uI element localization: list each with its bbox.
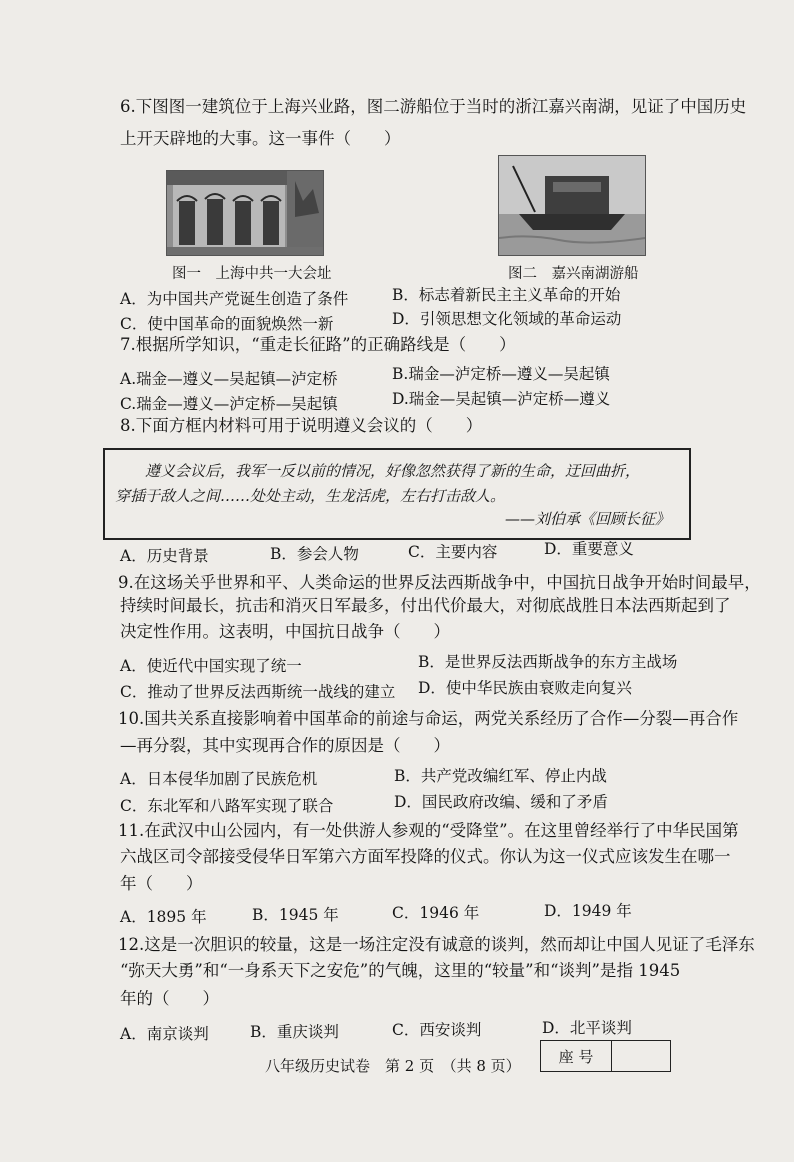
question-12-line-3: 年的（ ） — [120, 989, 219, 1008]
question-10-option-d: D．国民政府改编、缓和了矛盾 — [394, 793, 608, 811]
figure-2-photo — [498, 155, 646, 256]
question-7-option-b: B.瑞金—泸定桥—遵义—吴起镇 — [392, 365, 610, 383]
question-8-option-b: B．参会人物 — [270, 545, 359, 563]
question-6-option-d: D．引领思想文化领域的革命运动 — [392, 310, 622, 328]
question-9-line-1: 9.在这场关乎世界和平、人类命运的世界反法西斯战争中，中国抗日战争开始时间最早， — [118, 573, 761, 592]
jiaxing-boat-image — [499, 156, 645, 255]
question-10-option-c: C．东北军和八路军实现了联合 — [120, 797, 334, 815]
seat-number-box — [540, 1040, 671, 1072]
question-11-option-c: C．1946 年 — [392, 904, 480, 922]
question-10-option-a: A．日本侵华加剧了民族危机 — [120, 770, 318, 788]
question-10-line-2: —再分裂，其中实现再合作的原因是（ ） — [120, 736, 450, 755]
question-9-option-a: A．使近代中国实现了统一 — [120, 657, 302, 675]
figure-1-photo — [166, 170, 324, 256]
question-12-option-b: B．重庆谈判 — [250, 1023, 339, 1041]
shanghai-building-image — [167, 171, 323, 255]
question-8-option-d: D．重要意义 — [544, 540, 634, 558]
question-11-option-d: D．1949 年 — [544, 902, 632, 920]
question-12-option-d: D．北平谈判 — [542, 1019, 632, 1037]
question-6-option-c: C．使中国革命的面貌焕然一新 — [120, 315, 334, 333]
question-6-option-b: B．标志着新民主主义革命的开始 — [392, 286, 621, 304]
question-8-line-1: 8.下面方框内材料可用于说明遵义会议的（ ） — [120, 416, 483, 435]
question-12-option-a: A．南京谈判 — [120, 1025, 209, 1043]
question-9-line-3: 决定性作用。这表明，中国抗日战争（ ） — [120, 622, 450, 641]
question-7-option-d: D.瑞金—吴起镇—泸定桥—遵义 — [392, 390, 611, 408]
page-footer: 八年级历史试卷 第 2 页 （共 8 页） — [265, 1057, 521, 1075]
quote-source: ——刘伯承《回顾长征》 — [505, 510, 671, 528]
question-9-option-c: C．推动了世界反法西斯统一战线的建立 — [120, 683, 396, 701]
question-9-option-d: D．使中华民族由衰败走向复兴 — [418, 679, 632, 697]
question-9-option-b: B．是世界反法西斯战争的东方主战场 — [418, 653, 678, 671]
question-7-option-c: C.瑞金—遵义—泸定桥—吴起镇 — [120, 395, 338, 413]
question-6-line-1: 6.下图图一建筑位于上海兴业路，图二游船位于当时的浙江嘉兴南湖，见证了中国历史 — [120, 97, 747, 116]
figure-1-caption: 图一 上海中共一大会址 — [172, 266, 332, 282]
question-8-option-c: C．主要内容 — [408, 543, 498, 561]
question-6-option-a: A．为中国共产党诞生创造了条件 — [120, 290, 349, 308]
quote-line-1: 遵义会议后，我军一反以前的情况，好像忽然获得了新的生命，迂回曲折， — [145, 462, 641, 480]
question-12-line-2: “弥天大勇”和“一身系天下之安危”的气魄，这里的“较量”和“谈判”是指 1945 — [120, 961, 681, 980]
question-12-line-1: 12.这是一次胆识的较量，这是一场注定没有诚意的谈判，然而却让中国人见证了毛泽东 — [118, 935, 755, 954]
quote-line-2: 穿插于敌人之间……处处主动，生龙活虎，左右打击敌人。 — [115, 487, 506, 505]
quote-box — [103, 448, 691, 540]
seat-number-field[interactable] — [612, 1041, 670, 1071]
question-11-option-b: B．1945 年 — [252, 906, 339, 924]
question-11-line-3: 年（ ） — [120, 874, 203, 893]
question-7-line-1: 7.根据所学知识，“重走长征路”的正确路线是（ ） — [120, 335, 516, 354]
question-10-option-b: B．共产党改编红军、停止内战 — [394, 767, 607, 785]
question-6-line-2: 上开天辟地的大事。这一事件（ ） — [120, 129, 401, 148]
question-9-line-2: 持续时间最长，抗击和消灭日军最多，付出代价最大，对彻底战胜日本法西斯起到了 — [120, 596, 731, 615]
figure-2-caption: 图二 嘉兴南湖游船 — [508, 266, 639, 282]
question-11-line-1: 11.在武汉中山公园内，有一处供游人参观的“受降堂”。在这里曾经举行了中华民国第 — [118, 821, 739, 840]
question-7-option-a: A.瑞金—遵义—吴起镇—泸定桥 — [120, 370, 338, 388]
question-8-option-a: A．历史背景 — [120, 547, 209, 565]
seat-number-label: 座 号 — [541, 1041, 612, 1071]
question-11-option-a: A．1895 年 — [120, 908, 207, 926]
question-10-line-1: 10.国共关系直接影响着中国革命的前途与命运，两党关系经历了合作—分裂—再合作 — [118, 709, 739, 728]
question-11-line-2: 六战区司令部接受侵华日军第六方面军投降的仪式。你认为这一仪式应该发生在哪一 — [120, 847, 731, 866]
question-12-option-c: C．西安谈判 — [392, 1021, 482, 1039]
